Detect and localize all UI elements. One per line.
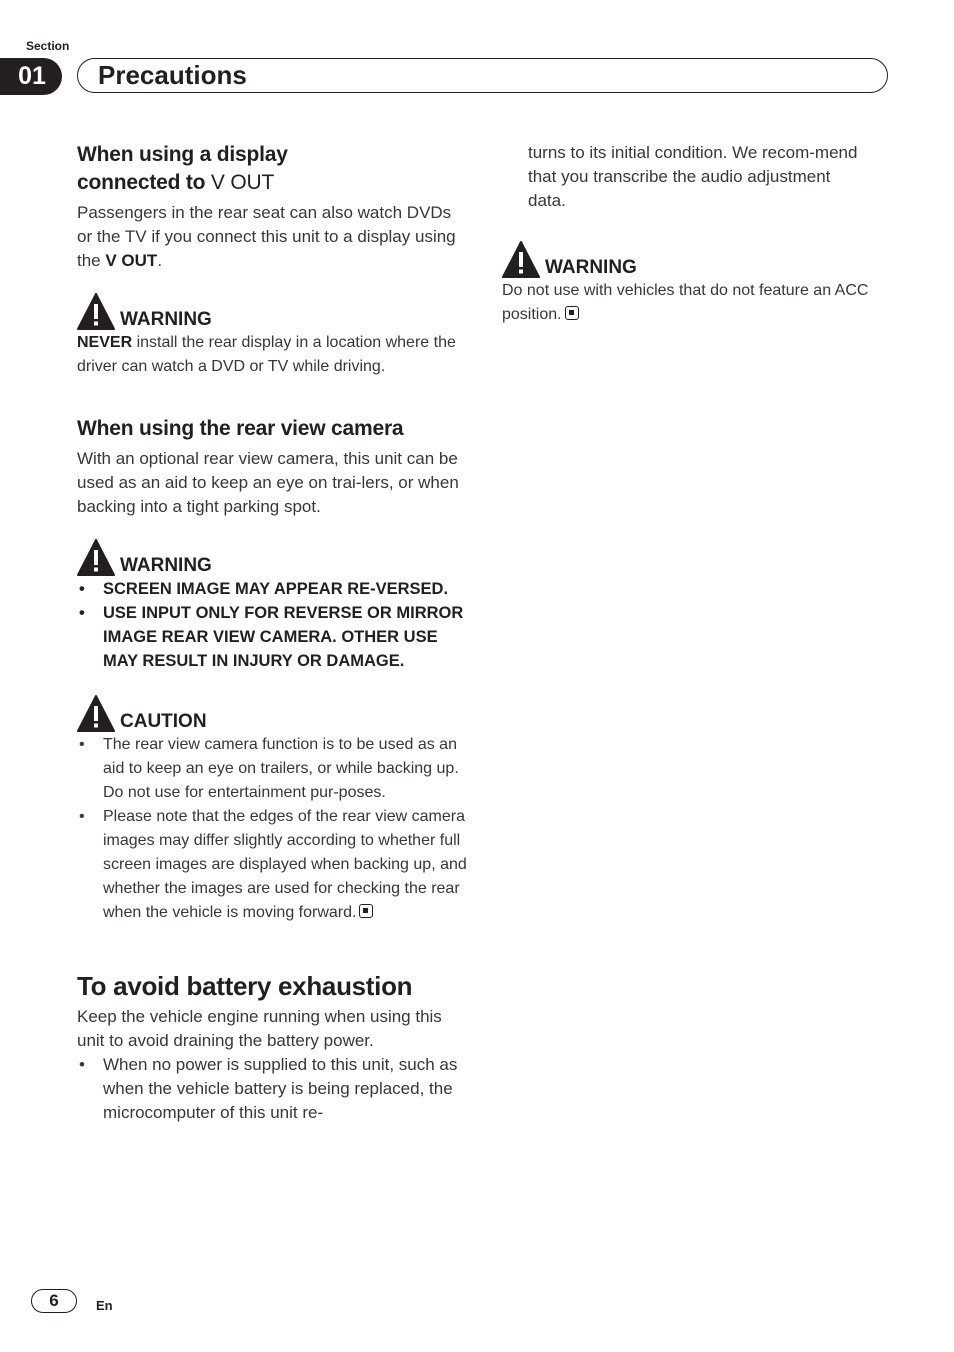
list-item: • Please note that the edges of the rear view camera images may differ slightly according to whether full screen images are displayed when backing up, and whether the images are used for checking the rear when the vehicle is moving forward. — [77, 805, 469, 925]
warning-triangle-icon — [502, 241, 540, 279]
end-mark-icon — [565, 306, 579, 320]
display-vout-body: Passengers in the rear seat can also watch DVDs or the TV if you connect this unit to a display using the V OUT. — [77, 203, 456, 270]
list-item: • USE INPUT ONLY FOR REVERSE OR MIRROR IMAGE REAR VIEW CAMERA. OTHER USE MAY RESULT IN INJURY OR DAMAGE. — [77, 601, 469, 673]
page-number: 6 — [31, 1289, 77, 1313]
section-number-badge: 01 — [0, 58, 62, 95]
list-item: • SCREEN IMAGE MAY APPEAR RE-VERSED. — [77, 577, 469, 601]
end-mark-icon — [359, 904, 373, 918]
warning-triangle-icon — [77, 539, 115, 577]
right-column — [502, 141, 872, 327]
warning-header: WARNING — [502, 239, 872, 279]
battery-list — [77, 1053, 469, 1125]
warning-text: NEVER install the rear display in a location where the driver can watch a DVD or TV while driving. — [77, 334, 456, 375]
list-item: • When no power is supplied to this unit, such as when the vehicle battery is being replaced, the microcomputer of this unit re- — [77, 1053, 469, 1125]
rear-camera-body: With an optional rear view camera, this unit can be used as an aid to keep an eye on trai-lers, or when backing into a tight parking spot. — [77, 449, 459, 516]
warning-header: WARNING — [77, 291, 469, 331]
battery-body: Keep the vehicle engine running when using this unit to avoid draining the battery power. — [77, 1007, 442, 1050]
page-title: Precautions — [77, 58, 888, 93]
heading-display-vout: When using a display connected to V OUT — [77, 143, 288, 194]
language-label: En — [96, 1298, 113, 1313]
heading-rear-camera: When using the rear view camera — [77, 417, 404, 440]
heading-battery: To avoid battery exhaustion — [77, 971, 413, 1001]
left-column — [77, 141, 469, 1125]
warning-triangle-icon — [77, 293, 115, 331]
battery-item-continued: turns to its initial condition. We recom-mend that you transcribe the audio adjustment data. — [528, 143, 858, 210]
warning-header: WARNING — [77, 537, 469, 577]
caution-list — [77, 733, 469, 925]
section-label: Section — [26, 39, 70, 53]
warning-text: Do not use with vehicles that do not feature an ACC position. — [502, 282, 869, 323]
warning-list — [77, 577, 469, 673]
list-item: • The rear view camera function is to be used as an aid to keep an eye on trailers, or while backing up. Do not use for entertainment pur-poses. — [77, 733, 469, 805]
caution-header: CAUTION — [77, 693, 469, 733]
caution-triangle-icon — [77, 695, 115, 733]
